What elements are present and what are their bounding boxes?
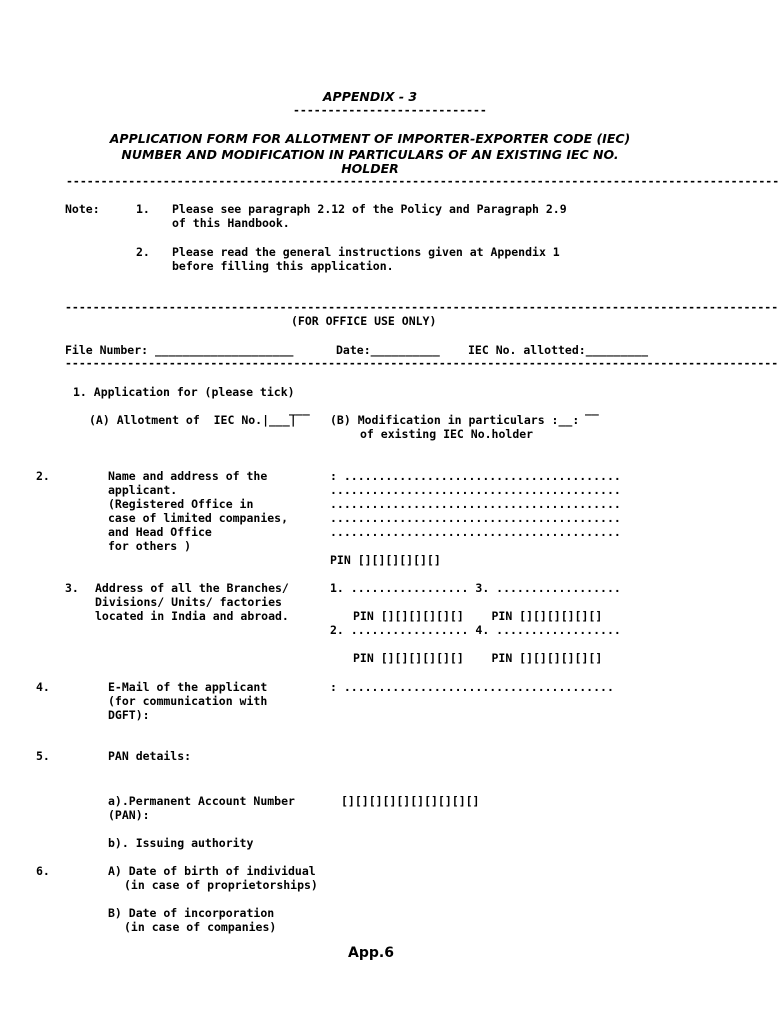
q2-address-line2[interactable]: ..........................................	[330, 483, 621, 497]
q1-option-modification-line2: of existing IEC No.holder	[360, 427, 534, 441]
q4-label-line3: DGFT):	[108, 708, 150, 722]
note-2-line2: before filling this application.	[172, 259, 394, 273]
q2-number: 2.	[36, 469, 50, 483]
q2-label-line2: applicant.	[108, 483, 178, 497]
q1-box-top-a: ___	[289, 402, 310, 416]
form-title-line3: HOLDER	[341, 161, 399, 176]
q2-label-line3: (Registered Office in	[108, 497, 254, 511]
iec-allotted-field[interactable]: IEC No. allotted:_________	[468, 343, 649, 357]
q2-address-line1[interactable]: : ........................................	[330, 469, 621, 483]
q3-branch-row1[interactable]: 1. ................. 3. ..................	[330, 581, 621, 595]
q6-dob-line2: (in case of proprietorships)	[124, 878, 318, 892]
q2-label-line4: case of limited companies,	[108, 511, 289, 525]
q5-pan-boxes[interactable]: [][][][][][][][][][]	[341, 794, 480, 808]
q1-title: 1. Application for (please tick)	[73, 385, 295, 399]
q1-option-modification[interactable]: (B) Modification in particulars :__:	[330, 413, 580, 427]
q5-label: PAN details:	[108, 749, 192, 763]
q3-pin-row1[interactable]: PIN [][][][][][] PIN [][][][][][]	[353, 609, 603, 623]
q6-incorporation-line1: B) Date of incorporation	[108, 906, 275, 920]
q1-option-allotment[interactable]: (A) Allotment of IEC No.|___|	[89, 413, 297, 427]
q4-number: 4.	[36, 680, 50, 694]
q6-dob-line1: A) Date of birth of individual	[108, 864, 316, 878]
note-label: Note:	[65, 202, 100, 216]
q2-address-line3[interactable]: ..........................................	[330, 497, 621, 511]
divider-office-bottom: -------------------------------------------------------------------------------------------------------	[65, 356, 779, 370]
office-use-label: (FOR OFFICE USE ONLY)	[291, 314, 437, 328]
note-1-number: 1.	[136, 202, 150, 216]
file-number-field[interactable]: File Number: ____________________	[65, 343, 294, 357]
q3-pin-row2[interactable]: PIN [][][][][][] PIN [][][][][][]	[353, 651, 603, 665]
divider-office-top: -------------------------------------------------------------------------------------------------------	[65, 300, 779, 314]
appendix-underline: ----------------------------	[293, 103, 487, 117]
q3-label-line3: located in India and abroad.	[95, 609, 289, 623]
note-1-line2: of this Handbook.	[172, 216, 290, 230]
divider-top: -------------------------------------------------------------------------------------------------------	[66, 174, 779, 188]
q5-number: 5.	[36, 749, 50, 763]
q3-branch-row2[interactable]: 2. ................. 4. ..................	[330, 623, 621, 637]
date-field[interactable]: Date:__________	[336, 343, 440, 357]
q3-label-line2: Divisions/ Units/ factories	[95, 595, 282, 609]
q4-label-line2: (for communication with	[108, 694, 268, 708]
q2-pin[interactable]: PIN [][][][][][]	[330, 553, 441, 567]
q2-label-line6: for others )	[108, 539, 192, 553]
q4-label-line1: E-Mail of the applicant	[108, 680, 268, 694]
q2-address-line4[interactable]: ..........................................	[330, 511, 621, 525]
note-2-number: 2.	[136, 245, 150, 259]
page-number: App.6	[348, 945, 394, 961]
q2-label-line5: and Head Office	[108, 525, 212, 539]
form-title-line1: APPLICATION FORM FOR ALLOTMENT OF IMPORTER-EXPORTER CODE (IEC)	[109, 131, 631, 146]
q6-number: 6.	[36, 864, 50, 878]
q1-box-top-b: __	[585, 402, 599, 416]
q2-label-line1: Name and address of the	[108, 469, 268, 483]
q4-email-field[interactable]: : .......................................	[330, 680, 614, 694]
q5-pan-label-line1: a).Permanent Account Number	[108, 794, 295, 808]
q3-number: 3.	[65, 581, 79, 595]
q3-label-line1: Address of all the Branches/	[95, 581, 289, 595]
form-title-line2: NUMBER AND MODIFICATION IN PARTICULARS OF AN EXISTING IEC NO.	[121, 147, 619, 162]
note-2-line1: Please read the general instructions given at Appendix 1	[172, 245, 560, 259]
q5-pan-label-line2: (PAN):	[108, 808, 150, 822]
note-1-line1: Please see paragraph 2.12 of the Policy and Paragraph 2.9	[172, 202, 567, 216]
q5-issuing-authority: b). Issuing authority	[108, 836, 254, 850]
appendix-title: APPENDIX - 3	[322, 89, 418, 104]
q2-address-line5[interactable]: ..........................................	[330, 525, 621, 539]
q6-incorporation-line2: (in case of companies)	[124, 920, 277, 934]
